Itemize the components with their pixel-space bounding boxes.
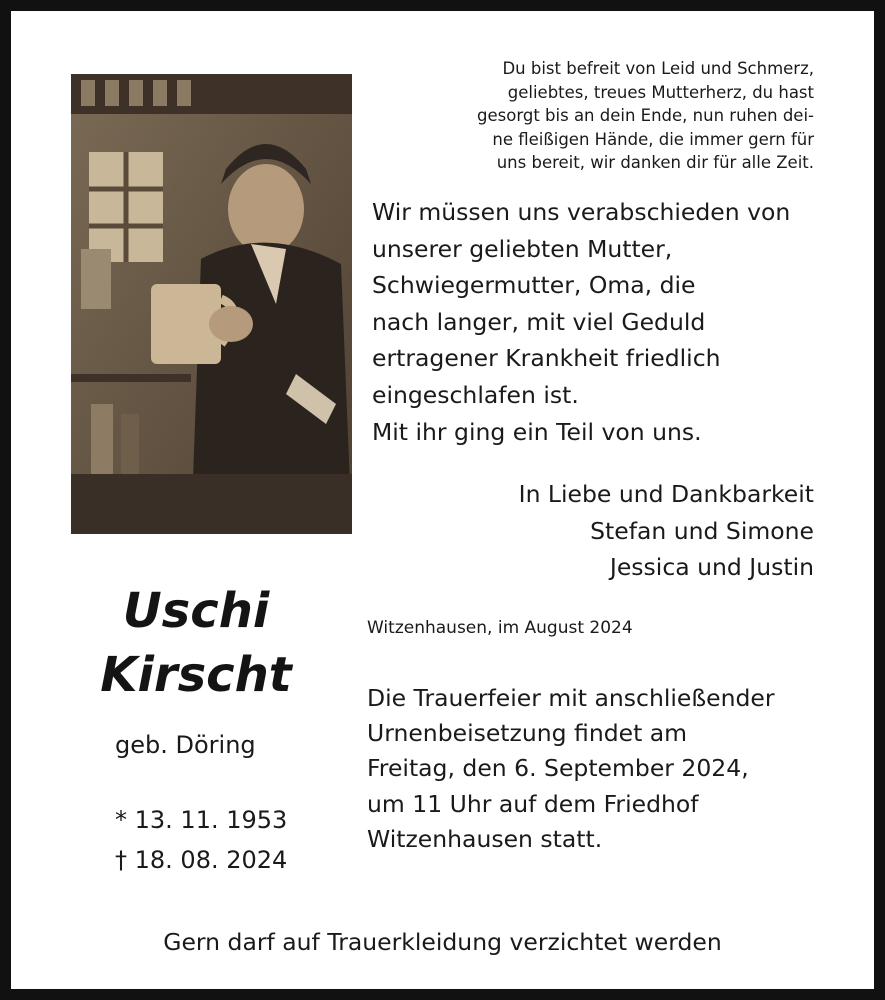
funeral-line: Witzenhausen statt. xyxy=(367,824,603,853)
maiden-name: geb. Döring xyxy=(115,731,256,759)
farewell-text xyxy=(372,194,842,450)
signature-line: Jessica und Justin xyxy=(609,553,814,581)
poem-line: ne fleißigen Hände, die immer gern für xyxy=(492,129,814,149)
farewell-line: unserer geliebten Mutter, xyxy=(372,234,673,263)
poem-line: Du bist befreit von Leid und Schmerz, xyxy=(502,59,814,78)
funeral-line: Freitag, den 6. September 2024, xyxy=(367,754,749,783)
funeral-details xyxy=(367,681,837,857)
portrait-photo-image xyxy=(71,74,352,534)
farewell-line: Schwiegermutter, Oma, die xyxy=(372,271,696,300)
funeral-line: um 11 Uhr auf dem Friedhof xyxy=(367,789,699,818)
last-name: Kirscht xyxy=(100,647,292,703)
signature-line: Stefan und Simone xyxy=(590,516,814,545)
mourners-signature xyxy=(394,476,814,586)
first-name: Uschi xyxy=(122,583,270,639)
farewell-line: Wir müssen uns verabschieden von xyxy=(372,198,791,226)
farewell-line: Mit ihr ging ein Teil von uns. xyxy=(372,417,702,446)
poem-line: geliebtes, treues Mutterherz, du hast xyxy=(507,82,814,102)
portrait-photo xyxy=(71,74,352,534)
signature-line: In Liebe und Dankbarkeit xyxy=(518,480,814,508)
funeral-line: Urnenbeisetzung findet am xyxy=(367,719,688,748)
farewell-line: ertragener Krankheit friedlich xyxy=(372,344,721,373)
closing-note: Gern darf auf Trauerkleidung verzichtet werden xyxy=(163,928,722,956)
poem-line: gesorgt bis an dein Ende, nun ruhen dei- xyxy=(477,106,814,125)
life-dates xyxy=(115,800,287,880)
farewell-line: eingeschlafen ist. xyxy=(372,380,579,409)
birth-date: * 13. 11. 1953 xyxy=(115,806,288,834)
poem xyxy=(374,57,814,175)
funeral-line: Die Trauerfeier mit anschließender xyxy=(367,684,775,712)
deceased-name xyxy=(71,579,321,707)
place-and-date: Witzenhausen, im August 2024 xyxy=(367,618,633,638)
death-date: † 18. 08. 2024 xyxy=(115,846,288,874)
poem-line: uns bereit, wir danken dir für alle Zeit. xyxy=(496,153,814,172)
farewell-line: nach langer, mit viel Geduld xyxy=(372,307,706,336)
